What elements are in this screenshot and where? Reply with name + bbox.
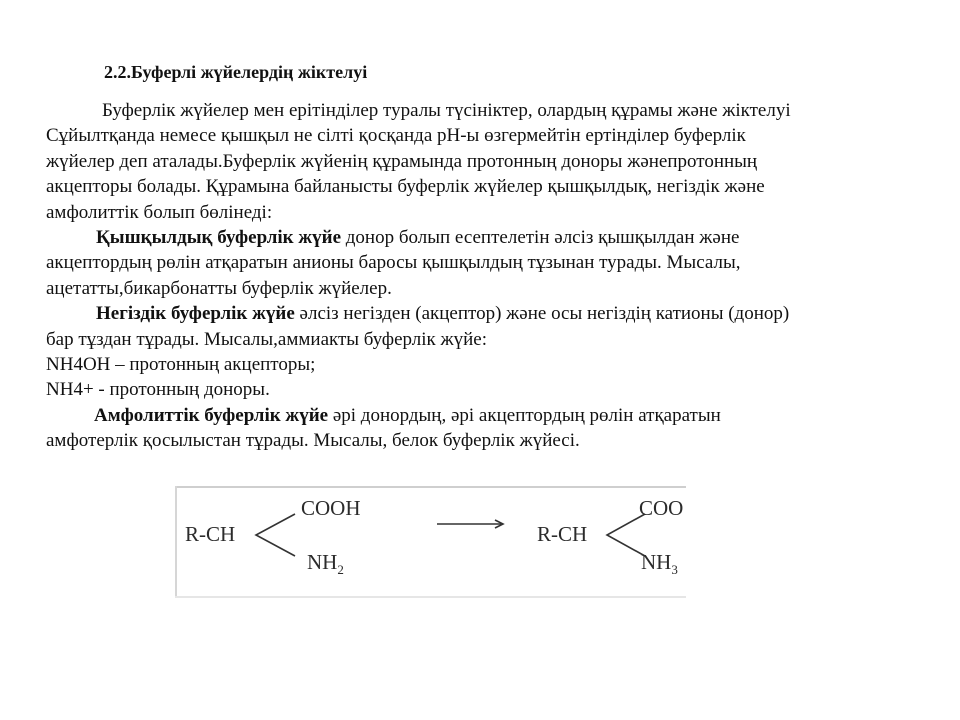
right-rch-label: R-CH [537,522,588,546]
left-nh2-label [307,550,344,578]
text-line: амфотерлік қосылыстан тұрады. Мысалы, белок буферлік жүйесі. [46,430,580,452]
right-nh3-label [641,550,678,578]
text-line: NH4+ - протонның доноры. [46,379,270,401]
body-text [46,98,896,454]
section-heading: 2.2.Буферлі жүйелердің жіктелуі [104,62,368,82]
text-line: жүйелер деп аталады.Буферлік жүйенің құрамында протонның доноры жәнепротонның [46,150,758,172]
acid-buffer-line [46,225,896,250]
ampholyte-buffer-definition: әрі донордың, әрі акцептордың рөлін атқаратын [328,404,721,426]
text-line: амфолиттік болып бөлінеді: [46,201,273,223]
amino-acid-reaction-figure [175,486,686,598]
acid-buffer-term: Қышқылдық буферлік жүйе [96,227,342,249]
text-line: акцептордың рөлін атқаратын анионы баросы қышқылдың тұзынан турады. Мысалы, [46,252,741,274]
left-bond-lines [256,514,295,556]
ampholyte-buffer-line [46,403,896,428]
ampholyte-buffer-term: Амфолиттік буферлік жүйе [94,404,329,426]
text-line: Сұйылтқанда немесе қышқыл не сілті қосқанда рН-ы өзгермейтін ертінділер буферлік [46,125,746,147]
base-buffer-term: Негіздік буферлік жүйе [96,303,295,325]
base-buffer-line [46,301,896,326]
left-nh-text: NH [307,550,338,574]
base-buffer-definition: әлсіз негізден (акцептор) және осы негіздің катионы (донор) [294,303,790,325]
text-line: ацетатты,бикарбонатты буферлік жүйелер. [46,277,392,299]
text-line: NH4OH – протонның акцепторы; [46,354,316,376]
reaction-bonds [175,486,686,598]
text-line: бар тұздан тұрады. Мысалы,аммиакты буферлік жүйе: [46,328,488,350]
acid-buffer-definition: донор болып есептелетін әлсіз қышқылдан және [341,227,740,249]
right-coo-label: COO [639,496,684,520]
left-cooh-label: COOH [301,496,361,520]
text-line: Буферлік жүйелер мен ерітінділер туралы түсініктер, олардың құрамы және жіктелуі [102,100,791,121]
text-line: акцепторы болады. Құрамына байланысты буферлік жүйелер қышқылдық, негіздік және [46,176,765,198]
right-nh-subscript: 3 [671,562,678,578]
right-nh-text: NH [641,550,672,574]
left-nh-subscript: 2 [337,562,344,578]
left-rch-label: R-CH [185,522,236,546]
